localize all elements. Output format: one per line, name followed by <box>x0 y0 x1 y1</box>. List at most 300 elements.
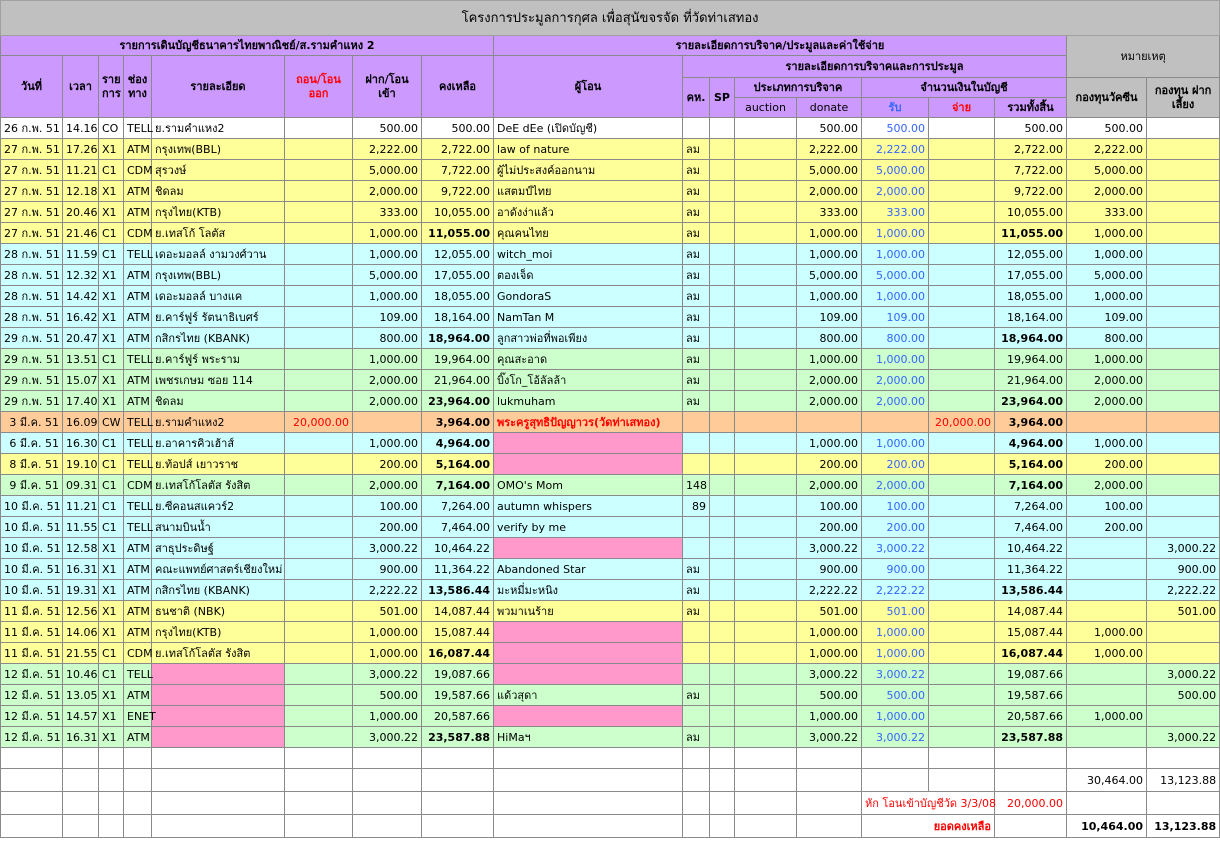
cell-foster-fund <box>1147 160 1220 181</box>
cell-pay <box>929 223 995 244</box>
cell-receive: 200.00 <box>862 454 929 475</box>
cell-sender: ผู้ไม่ประสงค์ออกนาม <box>494 160 683 181</box>
cell-deposit: 2,000.00 <box>353 181 422 202</box>
balance-vaccine: 10,464.00 <box>1067 815 1147 838</box>
cell-pay <box>929 559 995 580</box>
cell-withdraw <box>285 433 353 454</box>
table-row <box>1 454 1220 475</box>
cell-auction <box>735 139 797 160</box>
cell-receive: 800.00 <box>862 328 929 349</box>
cell-balance: 19,087.66 <box>422 664 494 685</box>
table-row <box>1 727 1220 748</box>
account-header: รายการเดินบัญชีธนาคารไทยพาณิชย์/ส.รามคำแหง 2 <box>1 36 494 56</box>
cell-deposit: 1,000.00 <box>353 643 422 664</box>
cell-deposit: 109.00 <box>353 307 422 328</box>
cell-sender: ลูกสาวพ่อที่พอเพียง <box>494 328 683 349</box>
empty-cell <box>285 792 353 815</box>
cell-date: 10 มี.ค. 51 <box>1 538 63 559</box>
cell-sp <box>710 328 735 349</box>
cell-kh: ลม <box>683 265 710 286</box>
cell-vaccine-fund <box>1067 559 1147 580</box>
cell-pay <box>929 580 995 601</box>
type-header: ราย การ <box>99 56 124 118</box>
cell-total: 18,964.00 <box>995 328 1067 349</box>
empty-cell <box>99 748 124 769</box>
cell-deposit: 2,000.00 <box>353 391 422 412</box>
empty-cell <box>683 792 710 815</box>
channel-header: ช่อง ทาง <box>124 56 152 118</box>
cell-time: 16.31 <box>63 727 99 748</box>
table-row <box>1 160 1220 181</box>
cell-foster-fund: 2,222.22 <box>1147 580 1220 601</box>
cell-sp <box>710 559 735 580</box>
empty-cell <box>1 815 63 838</box>
empty-cell <box>995 815 1067 838</box>
cell-auction <box>735 538 797 559</box>
cell-type: X1 <box>99 559 124 580</box>
cell-time: 11.55 <box>63 517 99 538</box>
cell-balance: 10,055.00 <box>422 202 494 223</box>
cell-pay <box>929 307 995 328</box>
cell-type: C1 <box>99 223 124 244</box>
cell-kh: ลม <box>683 349 710 370</box>
cell-vaccine-fund: 200.00 <box>1067 517 1147 538</box>
cell-receive: 3,000.22 <box>862 727 929 748</box>
cell-vaccine-fund: 1,000.00 <box>1067 706 1147 727</box>
cell-channel: TELL <box>124 496 152 517</box>
cell-detail: กรุงเทพ(BBL) <box>152 139 285 160</box>
cell-vaccine-fund: 200.00 <box>1067 454 1147 475</box>
empty-cell <box>735 792 797 815</box>
cell-type: X1 <box>99 139 124 160</box>
cell-detail: กรุงเทพ(BBL) <box>152 265 285 286</box>
cell-donate: 1,000.00 <box>797 433 862 454</box>
cell-kh <box>683 706 710 727</box>
cell-foster-fund <box>1147 370 1220 391</box>
cell-total: 3,964.00 <box>995 412 1067 433</box>
cell-receive: 5,000.00 <box>862 160 929 181</box>
cell-kh <box>683 517 710 538</box>
cell-pay <box>929 118 995 139</box>
cell-receive: 1,000.00 <box>862 349 929 370</box>
cell-detail: สาธุประดิษฐ์ <box>152 538 285 559</box>
cell-date: 29 ก.พ. 51 <box>1 370 63 391</box>
cell-receive: 3,000.22 <box>862 538 929 559</box>
cell-sp <box>710 160 735 181</box>
cell-auction <box>735 391 797 412</box>
cell-receive: 2,000.00 <box>862 391 929 412</box>
cell-time: 21.55 <box>63 643 99 664</box>
cell-channel: ATM <box>124 328 152 349</box>
cell-receive: 1,000.00 <box>862 706 929 727</box>
cell-kh <box>683 118 710 139</box>
cell-withdraw <box>285 202 353 223</box>
cell-vaccine-fund: 1,000.00 <box>1067 643 1147 664</box>
cell-foster-fund <box>1147 433 1220 454</box>
empty-cell <box>353 792 422 815</box>
detail-header: รายละเอียด <box>152 56 285 118</box>
sum-vaccine: 30,464.00 <box>1067 769 1147 792</box>
cell-total: 23,964.00 <box>995 391 1067 412</box>
cell-foster-fund <box>1147 706 1220 727</box>
cell-sp <box>710 370 735 391</box>
cell-auction <box>735 265 797 286</box>
sp-header: SP <box>710 78 735 118</box>
cell-receive: 2,000.00 <box>862 370 929 391</box>
cell-donate: 1,000.00 <box>797 622 862 643</box>
balance-header: คงเหลือ <box>422 56 494 118</box>
empty-cell <box>1147 748 1220 769</box>
cell-donate: 2,000.00 <box>797 475 862 496</box>
cell-sender: witch_moi <box>494 244 683 265</box>
cell-kh: ลม <box>683 139 710 160</box>
cell-total: 18,055.00 <box>995 286 1067 307</box>
cell-donate: 333.00 <box>797 202 862 223</box>
empty-cell <box>494 815 683 838</box>
cell-receive: 2,222.00 <box>862 139 929 160</box>
receive-header: รับ <box>862 98 929 118</box>
cell-type: C1 <box>99 349 124 370</box>
cell-deposit: 1,000.00 <box>353 622 422 643</box>
cell-total: 500.00 <box>995 118 1067 139</box>
cell-date: 28 ก.พ. 51 <box>1 265 63 286</box>
sum-row <box>1 769 1220 792</box>
empty-cell <box>494 748 683 769</box>
cell-deposit: 500.00 <box>353 685 422 706</box>
cell-detail: ย.เทสโก้ โลตัส <box>152 223 285 244</box>
empty-cell <box>1067 748 1147 769</box>
balance-foster: 13,123.88 <box>1147 815 1220 838</box>
cell-deposit: 800.00 <box>353 328 422 349</box>
cell-date: 12 มี.ค. 51 <box>1 664 63 685</box>
cell-donate: 100.00 <box>797 496 862 517</box>
cell-date: 10 มี.ค. 51 <box>1 496 63 517</box>
cell-type: C1 <box>99 664 124 685</box>
cell-type: CW <box>99 412 124 433</box>
cell-auction <box>735 202 797 223</box>
cell-withdraw <box>285 559 353 580</box>
empty-cell <box>683 815 710 838</box>
empty-cell <box>995 748 1067 769</box>
table-row <box>1 118 1220 139</box>
cell-balance: 14,087.44 <box>422 601 494 622</box>
cell-sender: HiMaฯ <box>494 727 683 748</box>
cell-foster-fund <box>1147 307 1220 328</box>
sender-header: ผู้โอน <box>494 56 683 118</box>
cell-donate: 3,000.22 <box>797 664 862 685</box>
cell-channel: ATM <box>124 727 152 748</box>
cell-detail: ย.อาคารคิวเฮ้าส์ <box>152 433 285 454</box>
cell-balance: 19,587.66 <box>422 685 494 706</box>
empty-cell <box>63 815 99 838</box>
cell-sender: คุณคนไทย <box>494 223 683 244</box>
cell-auction <box>735 475 797 496</box>
table-row <box>1 475 1220 496</box>
cell-kh: ลม <box>683 601 710 622</box>
cell-withdraw <box>285 370 353 391</box>
cell-sp <box>710 643 735 664</box>
cell-type: X1 <box>99 370 124 391</box>
empty-cell <box>862 748 929 769</box>
cell-withdraw <box>285 706 353 727</box>
cell-time: 14.06 <box>63 622 99 643</box>
cell-foster-fund <box>1147 496 1220 517</box>
cell-detail: ย.ซีคอนสแควร์2 <box>152 496 285 517</box>
cell-auction <box>735 622 797 643</box>
cell-foster-fund <box>1147 265 1220 286</box>
cell-channel: CDM <box>124 160 152 181</box>
table-row <box>1 307 1220 328</box>
donation-type-header: ประเภทการบริจาค <box>735 78 862 98</box>
cell-kh: ลม <box>683 307 710 328</box>
cell-kh: ลม <box>683 160 710 181</box>
cell-detail <box>152 685 285 706</box>
cell-sp <box>710 454 735 475</box>
cell-deposit: 1,000.00 <box>353 223 422 244</box>
cell-pay <box>929 685 995 706</box>
cell-vaccine-fund: 109.00 <box>1067 307 1147 328</box>
cell-withdraw <box>285 391 353 412</box>
empty-cell <box>735 769 797 792</box>
cell-auction <box>735 643 797 664</box>
cell-sender: ตองเจ็ด <box>494 265 683 286</box>
cell-sp <box>710 202 735 223</box>
deduct-label: หัก โอนเข้าบัญชีวัด 3/3/08 <box>862 792 995 815</box>
cell-type: X1 <box>99 727 124 748</box>
cell-withdraw <box>285 265 353 286</box>
cell-withdraw <box>285 139 353 160</box>
cell-sp <box>710 496 735 517</box>
cell-detail: เดอะมอลล์ บางแค <box>152 286 285 307</box>
cell-foster-fund: 501.00 <box>1147 601 1220 622</box>
cell-receive: 200.00 <box>862 517 929 538</box>
table-row <box>1 706 1220 727</box>
empty-cell <box>1147 792 1220 815</box>
cell-balance: 18,055.00 <box>422 286 494 307</box>
cell-deposit: 2,000.00 <box>353 475 422 496</box>
empty-cell <box>152 748 285 769</box>
foster-fund-header: กองทุน ฝากเลี้ยง <box>1147 78 1220 118</box>
deduct-row <box>1 792 1220 815</box>
vaccine-fund-header: กองทุนวัคซีน <box>1067 78 1147 118</box>
empty-cell <box>422 769 494 792</box>
cell-withdraw <box>285 223 353 244</box>
table-row <box>1 685 1220 706</box>
blank-row <box>1 748 1220 769</box>
cell-detail: ย.เทสโก้โลตัส รังสิต <box>152 643 285 664</box>
cell-kh <box>683 454 710 475</box>
cell-foster-fund <box>1147 223 1220 244</box>
donation-detail-header: รายละเอียดการบริจาคและการประมูล <box>683 56 1067 78</box>
cell-vaccine-fund: 1,000.00 <box>1067 622 1147 643</box>
cell-pay <box>929 139 995 160</box>
cell-sender: แสตมป์ไทย <box>494 181 683 202</box>
cell-withdraw <box>285 727 353 748</box>
cell-auction <box>735 517 797 538</box>
empty-cell <box>99 769 124 792</box>
cell-channel: TELL <box>124 664 152 685</box>
cell-donate: 2,000.00 <box>797 370 862 391</box>
cell-channel: ATM <box>124 202 152 223</box>
cell-time: 19.31 <box>63 580 99 601</box>
cell-vaccine-fund: 5,000.00 <box>1067 265 1147 286</box>
cell-balance: 20,587.66 <box>422 706 494 727</box>
cell-time: 20.47 <box>63 328 99 349</box>
cell-vaccine-fund: 1,000.00 <box>1067 244 1147 265</box>
cell-balance: 5,164.00 <box>422 454 494 475</box>
cell-date: 28 ก.พ. 51 <box>1 244 63 265</box>
cell-deposit: 1,000.00 <box>353 349 422 370</box>
cell-auction <box>735 244 797 265</box>
cell-sp <box>710 244 735 265</box>
cell-sp <box>710 685 735 706</box>
cell-deposit: 5,000.00 <box>353 160 422 181</box>
cell-withdraw <box>285 454 353 475</box>
cell-sender: NamTan M <box>494 307 683 328</box>
cell-time: 12.18 <box>63 181 99 202</box>
cell-type: C1 <box>99 496 124 517</box>
cell-kh <box>683 664 710 685</box>
withdraw-header: ถอน/โอน ออก <box>285 56 353 118</box>
empty-cell <box>422 792 494 815</box>
cell-withdraw <box>285 160 353 181</box>
cell-donate: 3,000.22 <box>797 727 862 748</box>
cell-sender <box>494 538 683 559</box>
cell-channel: ATM <box>124 580 152 601</box>
cell-channel: ATM <box>124 181 152 202</box>
cell-pay <box>929 454 995 475</box>
cell-time: 16.09 <box>63 412 99 433</box>
empty-cell <box>422 748 494 769</box>
cell-foster-fund <box>1147 391 1220 412</box>
cell-type: X1 <box>99 328 124 349</box>
empty-cell <box>63 748 99 769</box>
cell-time: 12.58 <box>63 538 99 559</box>
empty-cell <box>995 769 1067 792</box>
cell-donate: 3,000.22 <box>797 538 862 559</box>
cell-type: X1 <box>99 202 124 223</box>
cell-pay <box>929 538 995 559</box>
cell-withdraw: 20,000.00 <box>285 412 353 433</box>
cell-channel: TELL <box>124 244 152 265</box>
cell-total: 10,055.00 <box>995 202 1067 223</box>
empty-cell <box>422 815 494 838</box>
cell-date: 9 มี.ค. 51 <box>1 475 63 496</box>
cell-kh: 148 <box>683 475 710 496</box>
cell-withdraw <box>285 601 353 622</box>
cell-vaccine-fund: 2,222.00 <box>1067 139 1147 160</box>
cell-sp <box>710 349 735 370</box>
cell-auction <box>735 181 797 202</box>
cell-time: 19.10 <box>63 454 99 475</box>
cell-vaccine-fund: 333.00 <box>1067 202 1147 223</box>
empty-cell <box>797 748 862 769</box>
cell-channel: ENET <box>124 706 152 727</box>
cell-sender: lukmuham <box>494 391 683 412</box>
cell-receive: 1,000.00 <box>862 433 929 454</box>
cell-channel: CDM <box>124 643 152 664</box>
cell-receive: 500.00 <box>862 685 929 706</box>
cell-balance: 7,722.00 <box>422 160 494 181</box>
cell-auction <box>735 370 797 391</box>
cell-channel: ATM <box>124 391 152 412</box>
empty-cell <box>124 748 152 769</box>
cell-sender: แด้วสุดา <box>494 685 683 706</box>
cell-vaccine-fund: 800.00 <box>1067 328 1147 349</box>
cell-channel: ATM <box>124 685 152 706</box>
cell-date: 12 มี.ค. 51 <box>1 685 63 706</box>
cell-total: 11,364.22 <box>995 559 1067 580</box>
cell-auction <box>735 286 797 307</box>
cell-balance: 9,722.00 <box>422 181 494 202</box>
cell-sender: verify by me <box>494 517 683 538</box>
cell-donate: 2,000.00 <box>797 391 862 412</box>
cell-channel: CDM <box>124 223 152 244</box>
cell-kh <box>683 622 710 643</box>
cell-withdraw <box>285 664 353 685</box>
cell-sender: บิ๊งโก_โอ้ลัลล้า <box>494 370 683 391</box>
cell-pay <box>929 664 995 685</box>
cell-type: X1 <box>99 580 124 601</box>
cell-vaccine-fund <box>1067 727 1147 748</box>
cell-detail <box>152 727 285 748</box>
cell-withdraw <box>285 328 353 349</box>
empty-cell <box>735 815 797 838</box>
cell-sp <box>710 286 735 307</box>
cell-sender: law of nature <box>494 139 683 160</box>
cell-vaccine-fund <box>1067 601 1147 622</box>
cell-detail: ย.เทสโก้โลตัส รังสิต <box>152 475 285 496</box>
cell-auction <box>735 454 797 475</box>
cell-receive: 333.00 <box>862 202 929 223</box>
cell-sp <box>710 475 735 496</box>
cell-time: 14.16 <box>63 118 99 139</box>
cell-total: 19,964.00 <box>995 349 1067 370</box>
cell-deposit: 900.00 <box>353 559 422 580</box>
cell-balance: 7,464.00 <box>422 517 494 538</box>
cell-pay <box>929 601 995 622</box>
empty-cell <box>735 748 797 769</box>
empty-cell <box>152 815 285 838</box>
cell-balance: 23,964.00 <box>422 391 494 412</box>
cell-total: 19,587.66 <box>995 685 1067 706</box>
cell-foster-fund <box>1147 286 1220 307</box>
cell-detail: กรุงไทย(KTB) <box>152 622 285 643</box>
table-row <box>1 580 1220 601</box>
cell-foster-fund <box>1147 475 1220 496</box>
empty-cell <box>683 769 710 792</box>
cell-withdraw <box>285 349 353 370</box>
cell-withdraw <box>285 580 353 601</box>
cell-sp <box>710 307 735 328</box>
sum-foster: 13,123.88 <box>1147 769 1220 792</box>
cell-receive: 1,000.00 <box>862 223 929 244</box>
cell-donate: 501.00 <box>797 601 862 622</box>
cell-time: 11.21 <box>63 160 99 181</box>
cell-kh: ลม <box>683 391 710 412</box>
empty-cell <box>797 769 862 792</box>
cell-sp <box>710 391 735 412</box>
cell-kh: ลม <box>683 727 710 748</box>
pay-header: จ่าย <box>929 98 995 118</box>
table-row <box>1 328 1220 349</box>
cell-total: 15,087.44 <box>995 622 1067 643</box>
cell-vaccine-fund <box>1067 685 1147 706</box>
cell-kh: ลม <box>683 328 710 349</box>
total-header: รวมทั้งสิ้น <box>995 98 1067 118</box>
cell-withdraw <box>285 244 353 265</box>
empty-cell <box>1 792 63 815</box>
